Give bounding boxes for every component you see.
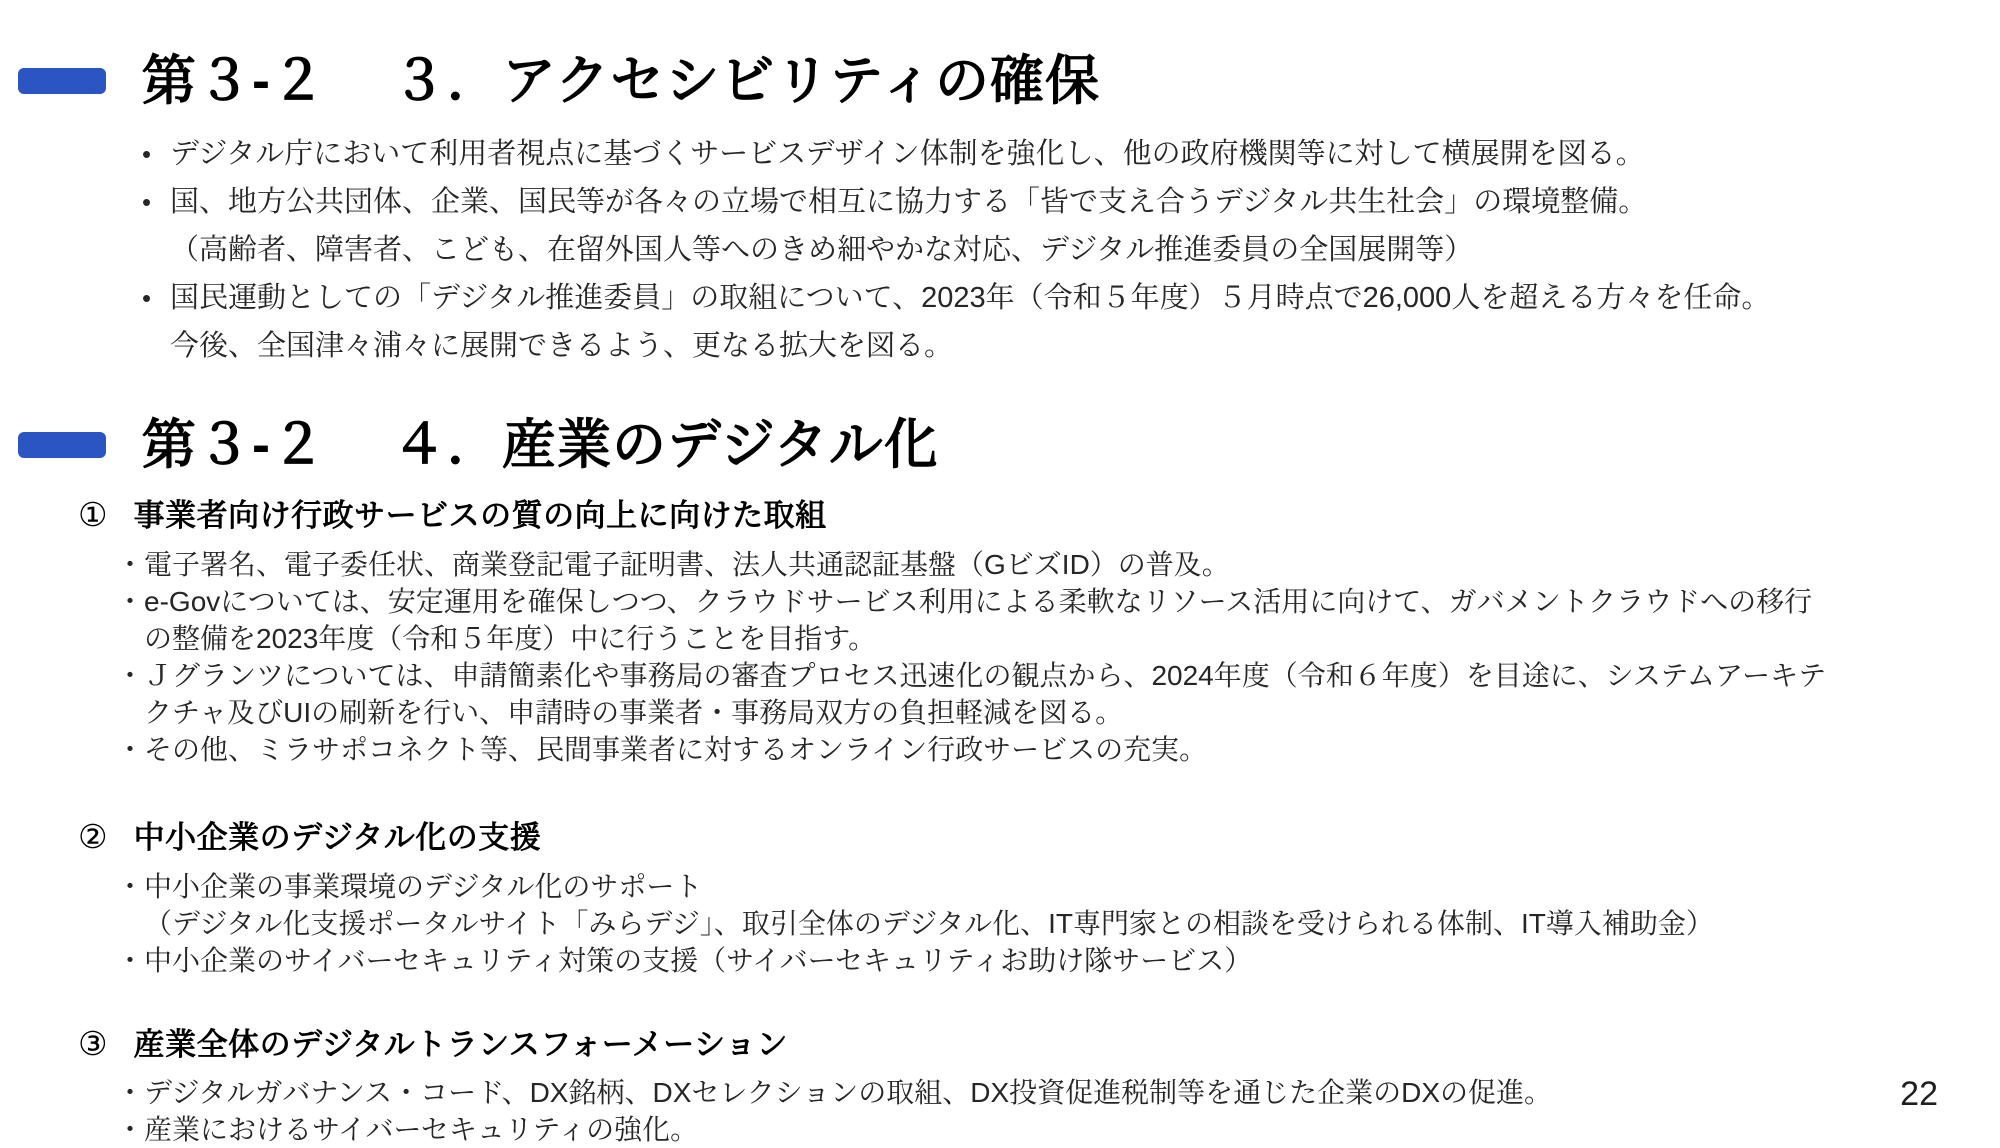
bullet-dash-icon: ・	[116, 1111, 144, 1148]
list-item	[116, 657, 2000, 731]
section1-bullet-list	[142, 130, 2000, 370]
circled-number-icon: ②	[78, 816, 108, 857]
section1-heading	[18, 50, 2000, 112]
subsection-1	[78, 494, 2000, 768]
list-item	[116, 731, 2000, 768]
list-item	[116, 942, 2000, 979]
subsection-title: 産業全体のデジタルトランスフォーメーション	[134, 1026, 788, 1065]
bullet-line: 産業におけるサイバーセキュリティの強化。	[144, 1111, 2000, 1148]
bullet-line: Ｊグランツについては、申請簡素化や事務局の審査プロセス迅速化の観点から、2024年度（令和６年度）を目途に、システムアーキテ	[144, 657, 2000, 694]
bullet-line: その他、ミラサポコネクト等、民間事業者に対するオンライン行政サービスの充実。	[144, 731, 2000, 768]
list-item	[116, 868, 2000, 942]
bullet-dash-icon: ・	[116, 868, 144, 942]
section1-heading-text	[142, 54, 1100, 108]
circled-number-icon: ③	[78, 1023, 108, 1064]
section2-heading-prefix: 第３-２	[142, 415, 326, 475]
subsection-title: 中小企業のデジタル化の支援	[134, 819, 542, 858]
list-item	[142, 178, 2000, 274]
heading-accent-bar-icon	[18, 432, 106, 458]
bullet-dash-icon: ・	[116, 731, 144, 768]
bullet-line: デジタル庁において利用者視点に基づくサービスデザイン体制を強化し、他の政府機関等に対して横展開を図る。	[170, 130, 2000, 178]
page-number: 22	[1900, 1077, 1938, 1111]
section1-heading-prefix: 第３-２	[142, 51, 326, 111]
list-item	[116, 546, 2000, 583]
bullet-line: 中小企業の事業環境のデジタル化のサポート	[144, 868, 2000, 905]
list-item	[116, 1074, 2000, 1111]
bullet-dash-icon: ・	[116, 546, 144, 583]
circled-number-icon: ①	[78, 494, 108, 535]
bullet-line: 国民運動としての「デジタル推進委員」の取組について、2023年（令和５年度）５月時点で26,000人を超える方々を任命。	[170, 274, 2000, 322]
bullet-line: e-Govについては、安定運用を確保しつつ、クラウドサービス利用による柔軟なリソース活用に向けて、ガバメントクラウドへの移行	[144, 583, 2000, 620]
section2-heading-title: ４．産業のデジタル化	[392, 415, 939, 475]
list-item	[116, 1111, 2000, 1148]
bullet-dot-icon: •	[142, 130, 170, 178]
subsection-3	[78, 1023, 2000, 1148]
bullet-line: （高齢者、障害者、こども、在留外国人等へのきめ細やかな対応、デジタル推進委員の全国展開等）	[170, 226, 2000, 274]
subsection-bullet-list	[116, 1074, 2000, 1148]
bullet-dash-icon: ・	[116, 583, 144, 657]
bullet-line: 電子署名、電子委任状、商業登記電子証明書、法人共通認証基盤（GビズID）の普及。	[144, 546, 2000, 583]
bullet-line: 今後、全国津々浦々に展開できるよう、更なる拡大を図る。	[170, 322, 2000, 370]
bullet-dot-icon: •	[142, 178, 170, 274]
list-item	[142, 274, 2000, 370]
bullet-line: の整備を2023年度（令和５年度）中に行うことを目指す。	[144, 620, 2000, 657]
bullet-dot-icon: •	[142, 274, 170, 370]
subsection-title: 事業者向け行政サービスの質の向上に向けた取組	[134, 497, 827, 536]
section2-heading-text	[142, 418, 939, 472]
bullet-line: デジタルガバナンス・コード、DX銘柄、DXセレクションの取組、DX投資促進税制等を通じた企業のDXの促進。	[144, 1074, 2000, 1111]
bullet-line: クチャ及びUIの刷新を行い、申請時の事業者・事務局双方の負担軽減を図る。	[144, 694, 2000, 731]
subsection-bullet-list	[116, 546, 2000, 768]
section2-heading	[18, 414, 2000, 476]
bullet-line: （デジタル化支援ポータルサイト「みらデジ」、取引全体のデジタル化、IT専門家との相談を受けられる体制、IT導入補助金）	[144, 905, 2000, 942]
heading-accent-bar-icon	[18, 68, 106, 94]
section1-heading-title: ３．アクセシビリティの確保	[392, 51, 1100, 111]
bullet-line: 中小企業のサイバーセキュリティ対策の支援（サイバーセキュリティお助け隊サービス）	[144, 942, 2000, 979]
list-item	[116, 583, 2000, 657]
subsection-bullet-list	[116, 868, 2000, 979]
bullet-dash-icon: ・	[116, 1074, 144, 1111]
list-item	[142, 130, 2000, 178]
bullet-line: 国、地方公共団体、企業、国民等が各々の立場で相互に協力する「皆で支え合うデジタル共生社会」の環境整備。	[170, 178, 2000, 226]
bullet-dash-icon: ・	[116, 942, 144, 979]
bullet-dash-icon: ・	[116, 657, 144, 731]
subsection-2	[78, 816, 2000, 979]
